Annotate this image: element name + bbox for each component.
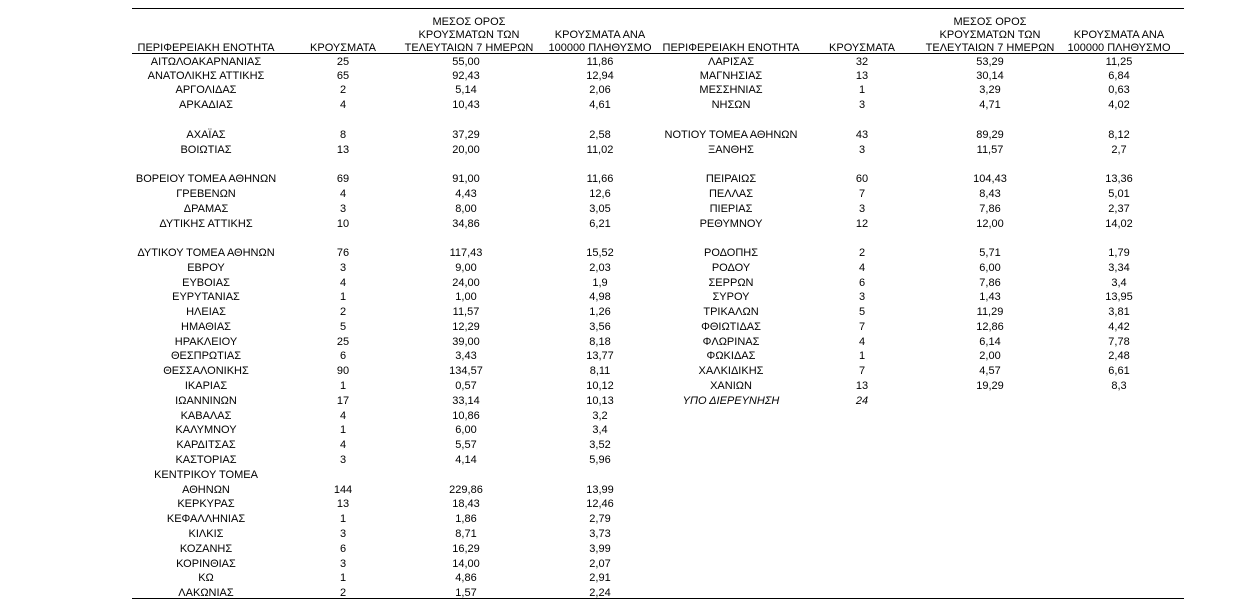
left-cell-cases: 65 — [336, 70, 350, 82]
left-header-avg-1: ΜΕΣΟΣ ΟΡΟΣ — [432, 16, 506, 28]
left-cell-per100k: 8,18 — [589, 336, 611, 348]
left-cell-per100k: 1,26 — [589, 306, 611, 318]
left-cell-cases: 3 — [339, 528, 347, 540]
right-cell-per100k: 6,84 — [1108, 70, 1130, 82]
right-cell-region: ΡΟΔΟΥ — [711, 262, 751, 274]
right-cell-region: ΛΑΡΙΣΑΣ — [707, 56, 755, 68]
right-cell-region: ΠΕΙΡΑΙΩΣ — [705, 173, 757, 185]
right-cell-region: ΜΕΣΣΗΝΙΑΣ — [699, 84, 763, 96]
right-header-avg-1: ΜΕΣΟΣ ΟΡΟΣ — [953, 16, 1027, 28]
left-cell-cases: 1 — [339, 291, 347, 303]
right-cell-per100k: 6,61 — [1108, 365, 1130, 377]
right-cell-cases: 13 — [855, 380, 869, 392]
left-cell-cases: 25 — [336, 56, 350, 68]
left-cell-per100k: 3,05 — [589, 203, 611, 215]
right-cell-avg: 11,29 — [976, 306, 1004, 318]
right-cell-region: ΡΕΘΥΜΝΟΥ — [699, 218, 763, 230]
left-cell-avg: 5,14 — [455, 84, 477, 96]
right-cell-per100k: 4,42 — [1108, 321, 1130, 333]
right-cell-avg: 12,00 — [976, 218, 1004, 230]
right-cell-avg: 19,29 — [976, 380, 1004, 392]
right-cell-avg: 5,71 — [979, 247, 1001, 259]
left-cell-avg: 134,57 — [449, 365, 483, 377]
right-cell-region: ΦΛΩΡΙΝΑΣ — [702, 336, 760, 348]
right-cell-cases: 12 — [855, 218, 869, 230]
left-cell-cases: 6 — [339, 350, 347, 362]
left-cell-cases: 4 — [339, 188, 347, 200]
right-cell-per100k: 1,79 — [1108, 247, 1130, 259]
left-cell-per100k: 3,99 — [589, 543, 611, 555]
right-header-region: ΠΕΡΙΦΕΡΕΙΑΚΗ ΕΝΟΤΗΤΑ — [662, 42, 800, 54]
left-cell-region: ΚΟΖΑΝΗΣ — [179, 543, 233, 555]
left-cell-region: ΘΕΣΣΑΛΟΝΙΚΗΣ — [163, 365, 249, 377]
left-header-per100k-2: 100000 ΠΛΗΘΥΣΜΟ — [548, 42, 652, 54]
left-cell-avg: 34,86 — [452, 218, 480, 230]
left-cell-avg: 10,43 — [452, 99, 480, 111]
left-cell-per100k: 12,46 — [586, 498, 614, 510]
left-header-avg-3: ΤΕΛΕΥΤΑΙΩΝ 7 ΗΜΕΡΩΝ — [404, 42, 534, 54]
left-cell-avg: 4,14 — [455, 454, 477, 466]
left-cell-avg: 8,71 — [455, 528, 477, 540]
left-cell-cases: 1 — [339, 380, 347, 392]
left-cell-region: ΚΕΡΚΥΡΑΣ — [177, 498, 235, 510]
right-cell-avg: 4,71 — [979, 99, 1001, 111]
left-cell-per100k: 8,11 — [589, 365, 611, 377]
left-cell-region: ΗΛΕΙΑΣ — [186, 306, 226, 318]
right-cell-avg: 89,29 — [976, 129, 1004, 141]
left-cell-cases: 1 — [339, 424, 347, 436]
left-cell-cases: 8 — [339, 129, 347, 141]
right-cell-per100k: 13,95 — [1105, 291, 1133, 303]
left-cell-per100k: 2,91 — [589, 572, 611, 584]
left-cell-cases: 13 — [336, 498, 350, 510]
left-cell-avg: 6,00 — [455, 424, 477, 436]
left-header-per100k-1: ΚΡΟΥΣΜΑΤΑ ΑΝΑ — [554, 29, 646, 41]
left-header-avg-2: ΚΡΟΥΣΜΑΤΩΝ ΤΩΝ — [418, 29, 520, 41]
left-cell-region: ΑΘΗΝΩΝ — [182, 484, 230, 496]
left-cell-avg: 4,43 — [455, 188, 477, 200]
left-cell-per100k: 10,13 — [586, 395, 614, 407]
bottom-rule — [132, 598, 1184, 599]
right-cell-per100k: 2,48 — [1108, 350, 1130, 362]
left-cell-region: ΑΙΤΩΛΟΑΚΑΡΝΑΝΙΑΣ — [150, 56, 262, 68]
left-cell-cases: 76 — [336, 247, 350, 259]
left-cell-cases: 4 — [339, 99, 347, 111]
left-cell-avg: 1,00 — [455, 291, 477, 303]
left-cell-avg: 5,57 — [455, 439, 477, 451]
left-cell-cases: 13 — [336, 144, 350, 156]
left-cell-region: ΗΜΑΘΙΑΣ — [181, 321, 231, 333]
left-cell-cases: 10 — [336, 218, 350, 230]
left-cell-region: ΚΕΝΤΡΙΚΟΥ ΤΟΜΕΑ — [154, 469, 258, 481]
left-cell-region: ΛΑΚΩΝΙΑΣ — [178, 587, 234, 599]
right-cell-cases: 3 — [858, 99, 866, 111]
right-cell-region: ΝΗΣΩΝ — [711, 99, 751, 111]
left-cell-cases: 69 — [336, 173, 350, 185]
left-cell-per100k: 13,99 — [586, 484, 614, 496]
left-cell-region: ΒΟΡΕΙΟΥ ΤΟΜΕΑ ΑΘΗΝΩΝ — [135, 173, 277, 185]
left-cell-region: ΕΥΒΟΙΑΣ — [182, 277, 230, 289]
left-cell-cases: 2 — [339, 84, 347, 96]
left-cell-cases: 5 — [339, 321, 347, 333]
left-cell-per100k: 3,56 — [589, 321, 611, 333]
left-cell-per100k: 3,52 — [589, 439, 611, 451]
right-cell-region: ΦΘΙΩΤΙΔΑΣ — [701, 321, 761, 333]
right-header-avg-3: ΤΕΛΕΥΤΑΙΩΝ 7 ΗΜΕΡΩΝ — [925, 42, 1055, 54]
right-cell-avg: 12,86 — [976, 321, 1004, 333]
left-cell-avg: 11,57 — [452, 306, 480, 318]
left-header-cases: ΚΡΟΥΣΜΑΤΑ — [310, 42, 376, 54]
left-cell-region: ΚΑΣΤΟΡΙΑΣ — [175, 454, 237, 466]
left-cell-avg: 3,43 — [455, 350, 477, 362]
left-cell-per100k: 6,21 — [589, 218, 611, 230]
left-cell-cases: 144 — [333, 484, 353, 496]
right-cell-avg: 11,57 — [976, 144, 1004, 156]
left-cell-avg: 12,29 — [452, 321, 480, 333]
left-cell-avg: 14,00 — [452, 558, 480, 570]
right-cell-region: ΣΕΡΡΩΝ — [708, 277, 754, 289]
left-cell-cases: 4 — [339, 410, 347, 422]
left-cell-region: ΕΥΡΥΤΑΝΙΑΣ — [172, 291, 240, 303]
right-cell-avg: 3,29 — [979, 84, 1001, 96]
right-cell-per100k: 7,78 — [1108, 336, 1130, 348]
left-cell-per100k: 2,58 — [589, 129, 611, 141]
right-cell-per100k: 13,36 — [1105, 173, 1133, 185]
right-cell-per100k: 8,3 — [1111, 380, 1127, 392]
left-cell-per100k: 12,94 — [586, 70, 614, 82]
left-cell-cases: 3 — [339, 203, 347, 215]
left-cell-per100k: 12,6 — [589, 188, 611, 200]
right-cell-region: ΡΟΔΟΠΗΣ — [703, 247, 759, 259]
left-cell-per100k: 4,61 — [589, 99, 611, 111]
right-cell-avg: 2,00 — [979, 350, 1001, 362]
left-cell-cases: 1 — [339, 572, 347, 584]
right-cell-per100k: 8,12 — [1108, 129, 1130, 141]
left-cell-region: ΘΕΣΠΡΩΤΙΑΣ — [170, 350, 242, 362]
right-cell-per100k: 3,81 — [1108, 306, 1130, 318]
left-cell-avg: 4,86 — [455, 572, 477, 584]
left-cell-per100k: 5,96 — [589, 454, 611, 466]
left-cell-avg: 1,57 — [455, 587, 477, 599]
top-rule — [132, 8, 1184, 9]
left-cell-avg: 229,86 — [449, 484, 483, 496]
left-cell-region: ΑΡΓΟΛΙΔΑΣ — [175, 84, 237, 96]
right-cell-region: ΥΠΟ ΔΙΕΡΕΥΝΗΣΗ — [682, 395, 780, 407]
left-cell-region: ΔΡΑΜΑΣ — [183, 203, 229, 215]
right-cell-region: ΧΑΛΚΙΔΙΚΗΣ — [698, 365, 764, 377]
right-cell-cases: 1 — [858, 350, 866, 362]
left-cell-cases: 2 — [339, 306, 347, 318]
left-cell-avg: 20,00 — [452, 144, 480, 156]
right-cell-per100k: 2,7 — [1111, 144, 1127, 156]
left-cell-region: ΗΡΑΚΛΕΙΟΥ — [174, 336, 238, 348]
left-cell-cases: 2 — [339, 587, 347, 599]
left-cell-cases: 3 — [339, 558, 347, 570]
right-cell-region: ΠΙΕΡΙΑΣ — [709, 203, 753, 215]
right-cell-per100k: 3,4 — [1111, 277, 1127, 289]
right-cell-per100k: 11,25 — [1105, 56, 1133, 68]
left-cell-region: ΑΧΑΪΑΣ — [186, 129, 226, 141]
left-cell-avg: 1,86 — [455, 513, 477, 525]
right-cell-avg: 8,43 — [979, 188, 1001, 200]
left-cell-per100k: 3,4 — [592, 424, 608, 436]
left-cell-cases: 3 — [339, 262, 347, 274]
right-cell-cases: 6 — [858, 277, 866, 289]
right-cell-cases: 7 — [858, 321, 866, 333]
right-cell-cases: 7 — [858, 365, 866, 377]
left-cell-region: ΚΩ — [198, 572, 214, 584]
right-cell-per100k: 0,63 — [1108, 84, 1130, 96]
left-cell-per100k: 10,12 — [586, 380, 614, 392]
left-cell-avg: 8,00 — [455, 203, 477, 215]
right-cell-region: ΣΥΡΟΥ — [712, 291, 750, 303]
left-cell-avg: 33,14 — [452, 395, 480, 407]
right-cell-cases: 3 — [858, 203, 866, 215]
right-cell-region: ΤΡΙΚΑΛΩΝ — [703, 306, 759, 318]
left-cell-region: ΚΕΦΑΛΛΗΝΙΑΣ — [166, 513, 246, 525]
left-cell-cases: 25 — [336, 336, 350, 348]
left-cell-cases: 3 — [339, 454, 347, 466]
left-cell-per100k: 13,77 — [586, 350, 614, 362]
left-cell-region: ΚΑΡΔΙΤΣΑΣ — [176, 439, 236, 451]
right-cell-per100k: 5,01 — [1108, 188, 1130, 200]
left-cell-region: ΚΙΛΚΙΣ — [188, 528, 224, 540]
right-cell-cases: 7 — [858, 188, 866, 200]
left-cell-per100k: 11,86 — [586, 56, 614, 68]
left-cell-avg: 55,00 — [452, 56, 480, 68]
right-cell-region: ΠΕΛΛΑΣ — [708, 188, 754, 200]
right-cell-per100k: 2,37 — [1108, 203, 1130, 215]
left-cell-per100k: 11,66 — [586, 173, 614, 185]
right-cell-avg: 6,00 — [979, 262, 1001, 274]
left-cell-region: ΓΡΕΒΕΝΩΝ — [176, 188, 236, 200]
right-cell-cases: 4 — [858, 262, 866, 274]
right-cell-cases: 60 — [855, 173, 869, 185]
left-cell-avg: 92,43 — [452, 70, 480, 82]
left-cell-cases: 4 — [339, 439, 347, 451]
left-cell-region: ΚΟΡΙΝΘΙΑΣ — [176, 558, 236, 570]
left-cell-region: ΔΥΤΙΚΟΥ ΤΟΜΕΑ ΑΘΗΝΩΝ — [137, 247, 275, 259]
right-cell-cases: 5 — [858, 306, 866, 318]
right-cell-region: ΦΩΚΙΔΑΣ — [706, 350, 756, 362]
left-cell-region: ΕΒΡΟΥ — [187, 262, 225, 274]
left-cell-cases: 6 — [339, 543, 347, 555]
left-cell-per100k: 3,73 — [589, 528, 611, 540]
left-cell-per100k: 11,02 — [586, 144, 614, 156]
right-cell-avg: 53,29 — [976, 56, 1004, 68]
right-cell-avg: 6,14 — [979, 336, 1001, 348]
left-cell-per100k: 2,79 — [589, 513, 611, 525]
left-cell-region: ΙΩΑΝΝΙΝΩΝ — [175, 395, 237, 407]
left-cell-region: ΒΟΙΩΤΙΑΣ — [180, 144, 232, 156]
left-cell-region: ΑΡΚΑΔΙΑΣ — [179, 99, 233, 111]
right-cell-avg: 4,57 — [979, 365, 1001, 377]
right-cell-avg: 7,86 — [979, 203, 1001, 215]
left-cell-per100k: 2,03 — [589, 262, 611, 274]
left-cell-avg: 91,00 — [452, 173, 480, 185]
right-cell-avg: 7,86 — [979, 277, 1001, 289]
left-cell-region: ΙΚΑΡΙΑΣ — [184, 380, 228, 392]
left-cell-cases: 1 — [339, 513, 347, 525]
right-cell-per100k: 4,02 — [1108, 99, 1130, 111]
left-cell-avg: 9,00 — [455, 262, 477, 274]
left-cell-region: ΚΑΛΥΜΝΟΥ — [175, 424, 237, 436]
right-cell-region: ΞΑΝΘΗΣ — [708, 144, 754, 156]
left-cell-per100k: 2,24 — [589, 587, 611, 599]
right-cell-per100k: 3,34 — [1108, 262, 1130, 274]
right-cell-cases: 3 — [858, 144, 866, 156]
right-cell-avg: 104,43 — [973, 173, 1007, 185]
left-header-region: ΠΕΡΙΦΕΡΕΙΑΚΗ ΕΝΟΤΗΤΑ — [137, 42, 275, 54]
right-header-per100k-1: ΚΡΟΥΣΜΑΤΑ ΑΝΑ — [1073, 29, 1165, 41]
left-cell-cases: 17 — [336, 395, 350, 407]
right-cell-cases: 3 — [858, 291, 866, 303]
right-header-avg-2: ΚΡΟΥΣΜΑΤΩΝ ΤΩΝ — [939, 29, 1041, 41]
right-cell-cases: 2 — [858, 247, 866, 259]
right-cell-region: ΝΟΤΙΟΥ ΤΟΜΕΑ ΑΘΗΝΩΝ — [664, 129, 798, 141]
right-cell-cases: 1 — [858, 84, 866, 96]
left-cell-avg: 39,00 — [452, 336, 480, 348]
left-cell-cases: 90 — [336, 365, 350, 377]
right-cell-cases: 4 — [858, 336, 866, 348]
left-cell-per100k: 3,2 — [592, 410, 608, 422]
left-cell-avg: 24,00 — [452, 277, 480, 289]
left-cell-avg: 117,43 — [449, 247, 483, 259]
left-cell-avg: 10,86 — [452, 410, 480, 422]
right-cell-cases: 13 — [855, 70, 869, 82]
left-cell-avg: 18,43 — [452, 498, 480, 510]
right-header-cases: ΚΡΟΥΣΜΑΤΑ — [829, 42, 895, 54]
left-cell-avg: 0,57 — [455, 380, 477, 392]
right-cell-region: ΧΑΝΙΩΝ — [710, 380, 752, 392]
left-cell-per100k: 2,07 — [589, 558, 611, 570]
left-cell-per100k: 2,06 — [589, 84, 611, 96]
left-cell-per100k: 1,9 — [592, 277, 608, 289]
left-cell-region: ΚΑΒΑΛΑΣ — [180, 410, 232, 422]
right-cell-per100k: 14,02 — [1105, 218, 1133, 230]
left-cell-avg: 16,29 — [452, 543, 480, 555]
left-cell-avg: 37,29 — [452, 129, 480, 141]
left-cell-cases: 4 — [339, 277, 347, 289]
left-cell-per100k: 15,52 — [586, 247, 614, 259]
right-cell-avg: 1,43 — [979, 291, 1001, 303]
right-cell-region: ΜΑΓΝΗΣΙΑΣ — [699, 70, 763, 82]
right-header-per100k-2: 100000 ΠΛΗΘΥΣΜΟ — [1067, 42, 1171, 54]
left-cell-per100k: 4,98 — [589, 291, 611, 303]
left-cell-region: ΔΥΤΙΚΗΣ ΑΤΤΙΚΗΣ — [159, 218, 253, 230]
right-cell-cases: 43 — [855, 129, 869, 141]
right-cell-avg: 30,14 — [976, 70, 1004, 82]
right-cell-cases: 24 — [855, 395, 869, 407]
right-cell-cases: 32 — [855, 56, 869, 68]
left-cell-region: ΑΝΑΤΟΛΙΚΗΣ ΑΤΤΙΚΗΣ — [147, 70, 265, 82]
